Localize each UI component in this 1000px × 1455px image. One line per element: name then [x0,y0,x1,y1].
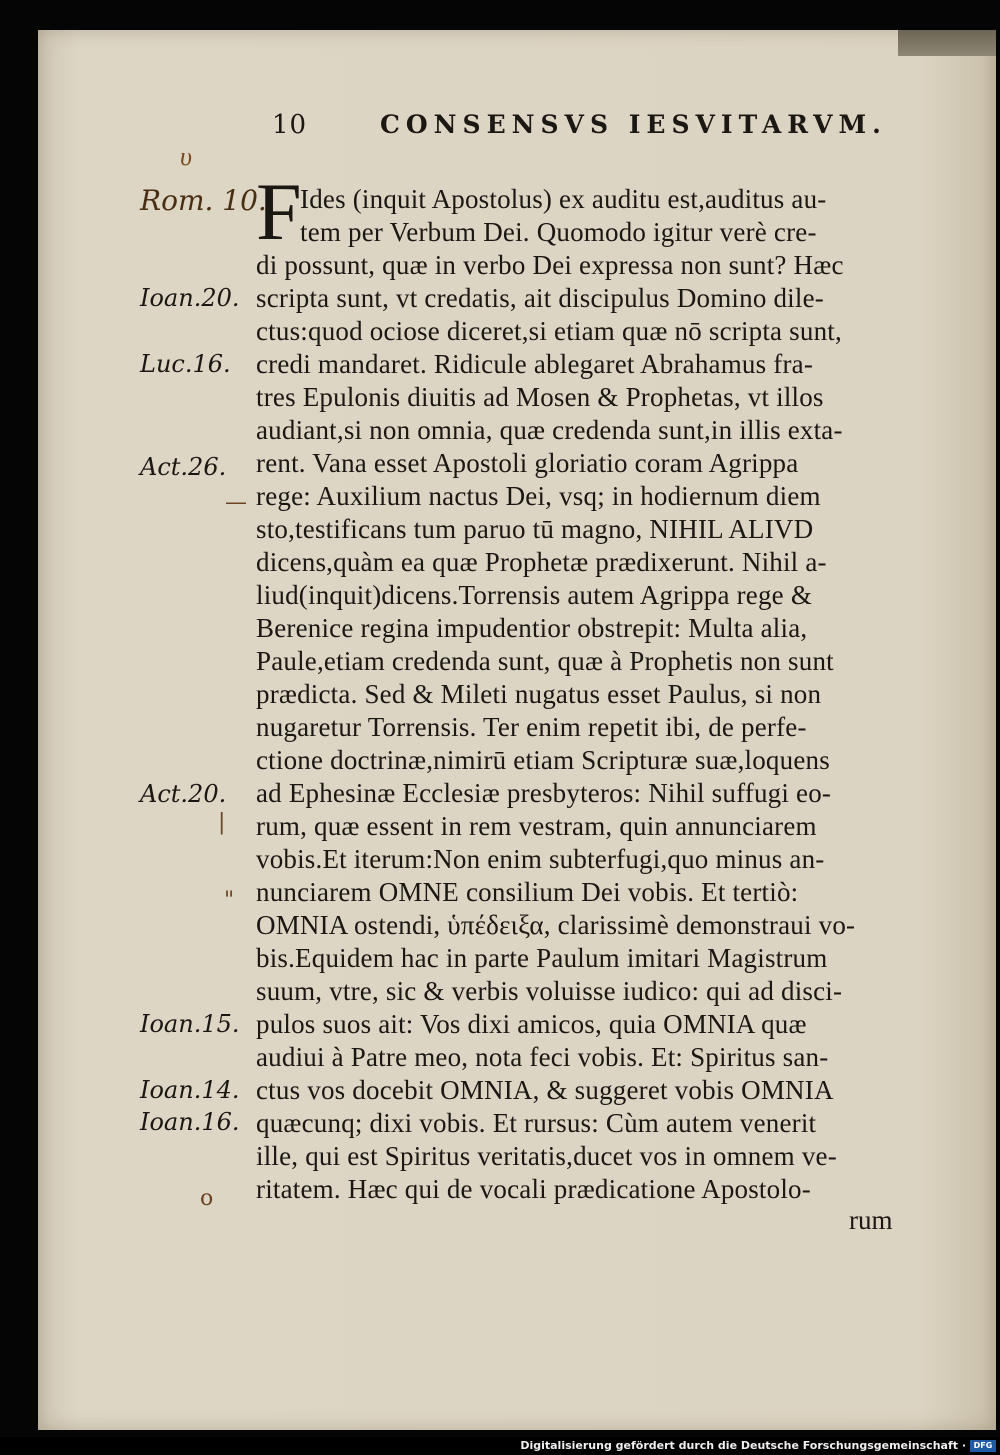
text-line: audiui à Patre meo, nota feci vobis. Et: Spiritus san- [256,1042,829,1072]
margin-note-ioan14: Ioan.14. [140,1076,240,1104]
text-line: rent. Vana esset Apostoli gloriatio coram Agrippa [256,448,799,478]
text-line: tres Epulonis diuitis ad Mosen & Prophetas, vt illos [256,382,824,412]
drop-cap: F [256,166,302,257]
text-line: audiant,si non omnia, quæ credenda sunt,in illis exta- [256,415,843,445]
catchword: rum [849,1205,893,1235]
page-edge-shadow [898,30,996,56]
text-line: pulos suos ait: Vos dixi amicos, quia OMNIA quæ [256,1009,807,1039]
text-line: dicens,quàm ea quæ Prophetæ prædixerunt. Nihil a- [256,547,827,577]
text-line: Paule,etiam credenda sunt, quæ à Prophetis non sunt [256,646,834,676]
text-line: credi mandaret. Ridicule ablegaret Abrahamus fra- [256,349,814,379]
pen-stroke-mark: " [224,888,235,913]
dfg-logo: DFG [970,1440,996,1452]
text-line: vobis.Et iterum:Non enim subterfugi,quo minus an- [256,844,825,874]
text-line: nunciarem OMNE consilium Dei vobis. Et tertiò: [256,877,799,907]
text-line: prædicta. Sed & Mileti nugatus esset Paulus, si non [256,679,822,709]
text-line: nugaretur Torrensis. Ter enim repetit ibi, de perfe- [256,712,807,742]
text-line: suum, vtre, sic & verbis voluisse iudico: qui ad disci- [256,976,843,1006]
text-line: tem per Verbum Dei. Quomodo igitur verè cre- [300,217,817,247]
margin-note-act26: Act.26. [140,453,227,481]
text-line: Berenice regina impudentior obstrepit: Multa alia, [256,613,808,643]
margin-note-ioan15: Ioan.15. [140,1010,240,1038]
running-title: CONSENSVS IESVITARVM. [380,110,887,139]
margin-note-rom10: Rom. 10. [140,184,267,217]
margin-note-ioan20: Ioan.20. [140,284,240,312]
pen-stroke-mark: o [200,1186,214,1211]
footer-bar [0,1437,1000,1455]
margin-note-act20: Act.20. [140,780,227,808]
margin-notes [0,0,267,1455]
text-line: rum, quæ essent in rem vestram, quin annunciarem [256,811,817,841]
margin-note-ioan16: Ioan.16. [140,1108,240,1136]
text-line: scripta sunt, vt credatis, ait discipulus Domino dile- [256,283,824,313]
text-line: rege: Auxilium nactus Dei, vsq; in hodiernum diem [256,481,821,511]
text-line: liud(inquit)dicens.Torrensis autem Agrippa rege & [256,580,813,610]
text-line: ctus vos docebit OMNIA, & suggeret vobis OMNIA [256,1075,834,1105]
page-number: 10 [272,110,308,140]
funding-credit: Digitalisierung gefördert durch die Deutsche Forschungsgemeinschaft · [520,1439,966,1452]
text-line: ritatem. Hæc qui de vocali prædicatione Apostolo- [256,1174,811,1204]
text-line: sto,testificans tum paruo tū magno, NIHIL ALIVD [256,514,814,544]
text-line: ille, qui est Spiritus veritatis,ducet vos in omnem ve- [256,1141,837,1171]
text-line: ctione doctrinæ,nimirū etiam Scripturæ suæ,loquens [256,745,830,775]
text-line: di possunt, quæ in verbo Dei expressa non sunt? Hæc [256,250,844,280]
margin-note-luc16: Luc.16. [140,350,231,378]
text-line: bis.Equidem hac in parte Paulum imitari Magistrum [256,943,828,973]
text-line: ctus:quod ociose diceret,si etiam quæ nō scripta sunt, [256,316,842,346]
pen-stroke-mark: | [218,810,226,835]
text-line: ad Ephesinæ Ecclesiæ presbyteros: Nihil suffugi eo- [256,778,832,808]
text-line: quæcunq; dixi vobis. Et rursus: Cùm autem venerit [256,1108,817,1138]
text-line: OMNIA ostendi, ὑπέδειξα, clarissimè demonstraui vo- [256,910,856,940]
handwritten-mark: υ [180,142,192,171]
pen-stroke-mark: — [225,490,247,515]
text-line: Ides (inquit Apostolus) ex auditu est,auditus au- [300,184,827,214]
